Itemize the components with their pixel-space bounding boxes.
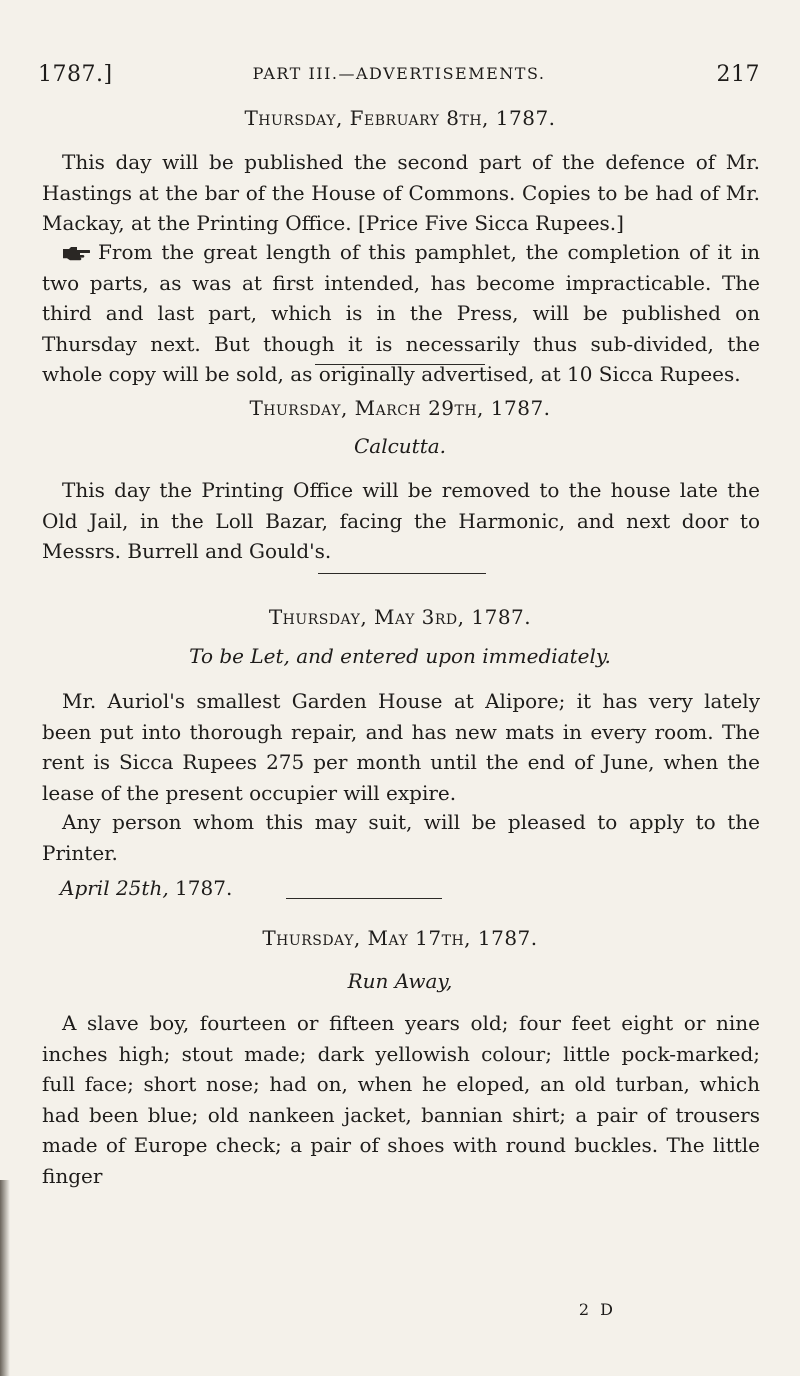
notice-2-paragraph-1: This day the Printing Office will be removed to the house late the Old Jail, in the Loll Bazar, facing the Harmonic, and next door to Messrs. Burrell and Gould's. <box>42 478 760 563</box>
section-divider <box>286 898 442 899</box>
notice-1-paragraph-1: This day will be published the second part of the defence of Mr. Hastings at the bar of the House of Commons. Copies to be had of Mr. Mackay, at the Printing Office. [Price Five Sicca Rupees.] <box>42 150 760 235</box>
section-divider <box>315 364 485 365</box>
notice-1-paragraph-2 <box>42 237 760 390</box>
binding-edge-shadow <box>0 1180 10 1376</box>
notice-3-subhead: To be Let, and entered upon immediately. <box>189 644 611 668</box>
section-divider <box>318 573 486 574</box>
notice-4-subhead: Run Away, <box>347 969 453 993</box>
signoff-month: April 25th, <box>60 876 169 900</box>
notice-3-signoff <box>60 876 232 900</box>
header-year: 1787.] <box>38 62 113 87</box>
notice-2-subhead: Calcutta. <box>353 434 447 458</box>
running-head <box>38 62 760 90</box>
notice-3-paragraph-1: Mr. Auriol's smallest Garden House at Alipore; it has very lately been put into thorough repair, and has new mats in every room. The rent is Sicca Rupees 275 per month until the end of June, when the lease of the present occupier will expire. <box>42 689 760 805</box>
signoff-year: 1787. <box>175 876 233 900</box>
notice-1-date: Thursday, February 8th, 1787. <box>244 106 556 130</box>
signature-mark: 2 D <box>578 1300 616 1319</box>
notice-3-date: Thursday, May 3rd, 1787. <box>268 605 532 629</box>
notice-3-paragraph-2: Any person whom this may suit, will be pleased to apply to the Printer. <box>42 810 760 865</box>
notice-4-paragraph-1: A slave boy, fourteen or fifteen years old; four feet eight or nine inches high; stout made; dark yellowish colour; little pock-marked; full face; short nose; had on, when he eloped, an old turban, which had been blue; old nankeen jacket, bannian shirt; a pair of trousers made of Europe check; a pair of shoes with round buckles. The little finger <box>42 1011 760 1188</box>
notice-4-date: Thursday, May 17th, 1787. <box>262 926 538 950</box>
page-number: 217 <box>716 62 760 87</box>
pointing-hand-icon <box>62 245 90 261</box>
notice-1-paragraph-2-text: From the great length of this pamphlet, the completion of it in two parts, as was at first intended, has become impracticable. The third and last part, which is in the Press, will be published on Thursday next. But though it is necessarily thus sub-divided, the whole copy will be sold, as originally advertised, at 10 Sicca Rupees. <box>42 240 760 386</box>
notice-2-date: Thursday, March 29th, 1787. <box>249 396 551 420</box>
header-section: PART III.—ADVERTISEMENTS. <box>252 64 546 83</box>
